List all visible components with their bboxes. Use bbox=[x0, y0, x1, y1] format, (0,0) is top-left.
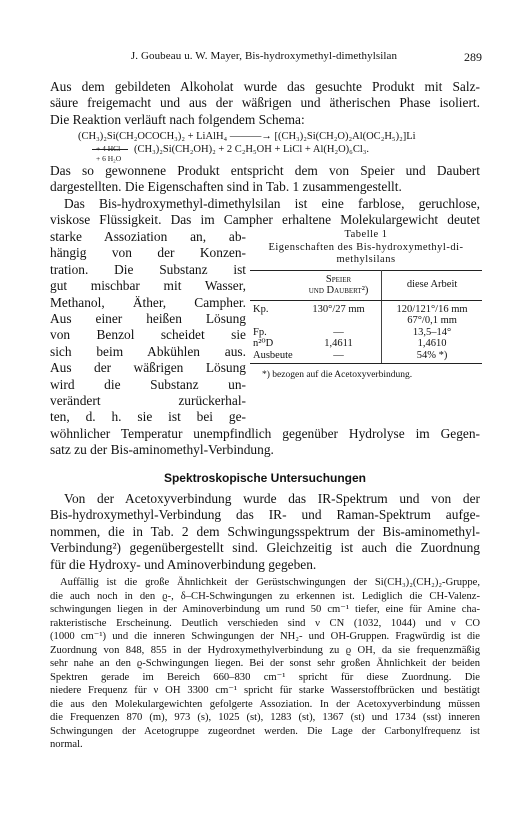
reaction-arrow-bottom: + 6 H₂O bbox=[96, 154, 122, 163]
table-caption-title-2: methylsilans bbox=[336, 254, 396, 265]
paragraph-5-small bbox=[50, 576, 480, 752]
reaction-line-2: (CH₃)₂Si(CH₂OH)₂ + 2 C₂H₅OH + LiCl + Al(H₂O)₆Cl₃. bbox=[134, 144, 370, 155]
text-line: Bis-hydroxymethyl-Verbindung das IR- und Raman-Spektrum aufge- bbox=[50, 507, 480, 523]
table-cell: — bbox=[296, 327, 382, 339]
table-1 bbox=[250, 229, 482, 380]
text-line: schwingungen liegen in der Aminoverbindung um rund 50 cm⁻¹ tiefer, eine für Amine cha- bbox=[50, 604, 480, 615]
text-line: Das Bis-hydroxymethyl-dimethylsilan ist eine farblose, geruchlose, bbox=[64, 196, 480, 211]
text-line: sich beim Abkühlen aus. bbox=[50, 343, 246, 359]
table-row bbox=[250, 300, 482, 315]
text-line: die Frequenzen 870 (m), 973 (s), 1025 (st), 1283 (st), 1367 (st) und 1734 (sst) inneren bbox=[50, 712, 480, 723]
table-row bbox=[250, 338, 482, 350]
paragraph-1 bbox=[50, 79, 480, 128]
text-line: dargestellten. Die Eigenschaften sind in Tab. 1 zusammengestellt. bbox=[50, 179, 402, 195]
text-line: rakteristische Erscheinung. Deutlich verschieden sind ν CN (1032, 1044) und ν CO bbox=[50, 617, 480, 629]
paragraph-4 bbox=[50, 491, 480, 573]
running-header bbox=[28, 50, 500, 66]
running-title: J. Goubeau u. W. Mayer, Bis-hydroxymethyl-dimethylsilan bbox=[130, 50, 398, 62]
table-footnote: *) bezogen auf die Acetoxyverbindung. bbox=[262, 370, 413, 380]
text-line: Methanol, Äther, Campher. bbox=[50, 294, 246, 310]
text-line: für die Hydroxy- und Aminoverbindung gegeben. bbox=[50, 556, 317, 572]
text-line: sehr nahe an den ϱ-Schwingungen liegen. Bei der sonst sehr großen Ähnlichkeit der beiden bbox=[50, 658, 480, 669]
table-cell: 130°/27 mm bbox=[296, 300, 382, 315]
table-cell: 1,4611 bbox=[296, 338, 382, 350]
text-line: die auch noch in den ϱ-, δ–CH-Schwingungen zu erkennen ist. Lediglich die CH-Valenz- bbox=[50, 590, 480, 602]
text-line: normal. bbox=[50, 739, 83, 750]
table-header-speier-line1: Speier bbox=[325, 273, 352, 285]
table-cell: 1,4610 bbox=[417, 338, 447, 349]
text-line: Von der Acetoxyverbindung wurde das IR-Spektrum und von der bbox=[64, 491, 480, 506]
text-line: nommen, die in Tab. 2 dem Schwingungsspektrum der Bis-aminomethyl- bbox=[50, 523, 480, 539]
table-caption-title: Eigenschaften des Bis-hydroxymethyl-di- bbox=[268, 241, 464, 253]
table-cell-label: Ausbeute bbox=[250, 350, 296, 364]
text-line: tration. Die Substanz ist bbox=[50, 261, 246, 277]
table-cell: 13,5–14° bbox=[412, 326, 452, 338]
text-line: Spektren gerade im Bereich 660–830 cm⁻¹ spricht für diese Zuordnung. Die bbox=[50, 671, 480, 683]
table-cell: 67°/0,1 mm bbox=[407, 315, 457, 326]
text-line: Aus der wäßrigen Lösung bbox=[50, 360, 246, 376]
text-line: wöhnlicher Temperatur unempfindlich gegenüber Hydrolyse im Gegen- bbox=[50, 426, 480, 441]
text-line: Aus dem gebildeten Alkoholat wurde das gesuchte Produkt mit Salz- bbox=[50, 79, 480, 94]
text-line: ten, d. h. sie ist bei ge- bbox=[50, 409, 246, 425]
table-cell-label: n²⁰D bbox=[253, 338, 274, 349]
table-cell-label: Fp. bbox=[253, 326, 267, 338]
table-header-speier bbox=[296, 270, 382, 300]
table-row bbox=[250, 327, 482, 339]
table-header-speier-line2: und Daubert²) bbox=[308, 285, 369, 296]
text-line: die aus den Molekulargewichten gefolgerte Assoziation. In der Acetoxyverbindung müssen bbox=[50, 698, 480, 710]
paragraph-2 bbox=[50, 163, 480, 196]
paragraph-3-end bbox=[50, 426, 480, 459]
text-line: starke Assoziation an, ab- bbox=[50, 229, 246, 244]
text-line: hängig von der Konzen- bbox=[50, 245, 246, 261]
text-line: Verbindung²) gegenübergestellt sind. Gleichzeitig ist auch die Zuordnung bbox=[50, 540, 480, 556]
text-line: satz zu der Bis-aminomethyl-Verbindung. bbox=[50, 442, 274, 458]
table-row bbox=[250, 315, 482, 327]
page-number: 289 bbox=[464, 50, 482, 64]
text-line: von Benzol scheidet sie bbox=[50, 327, 246, 343]
paragraph-3-column bbox=[50, 229, 246, 426]
reaction-arrow bbox=[92, 149, 128, 150]
text-line: Das so gewonnene Produkt entspricht dem von Speier und Daubert bbox=[50, 163, 480, 178]
text-line: Die Reaktion verläuft nach folgendem Schema: bbox=[50, 111, 305, 127]
table-header-empty bbox=[250, 270, 296, 300]
text-line: Auffällig ist die große Ähnlichkeit der Gerüstschwingungen der Si(CH₃)₂(CH₂)₂-Gruppe, bbox=[60, 577, 480, 588]
text-line: Aus einer heißen Lösung bbox=[50, 310, 246, 326]
paragraph-3-top bbox=[50, 196, 480, 229]
text-line: Zuordnung von 848, 855 in der Hydroxymethylverbindung zu ϱ OH, da sie frequenzmäßig bbox=[50, 644, 480, 656]
text-line: wird die Substanz un- bbox=[50, 376, 246, 392]
text-line: säure freigemacht und aus der wäßrigen und ätherischen Phase isoliert. bbox=[50, 95, 480, 111]
table-cell: 54% *) bbox=[382, 350, 482, 364]
text-line: (1000 cm⁻¹) und die inneren Schwingungen der NH₂- und OH-Gruppen. Fragwürdig ist die bbox=[50, 631, 480, 642]
text-line: gut mischbar mit Wasser, bbox=[50, 278, 246, 294]
text-line: niedere Frequenz für ν OH 3300 cm⁻¹ spricht für starke Wasserstoffbrücken und bestätigt bbox=[50, 685, 480, 696]
section-heading: Spektroskopische Untersuchungen bbox=[163, 471, 367, 485]
table-cell-label: Kp. bbox=[253, 303, 269, 315]
reaction-line-1: (CH₃)₂Si(CH₂OCOCH₃)₂ + LiAlH₄ ———→ [(CH₃)₂Si(CH₂O)₂Al(OC₂H₅)₂]Li bbox=[78, 131, 416, 142]
table-header-row bbox=[250, 270, 482, 300]
table-cell: 120/121°/16 mm bbox=[396, 303, 468, 315]
table-cell-label bbox=[250, 315, 296, 327]
text-line: viskose Flüssigkeit. Das im Campher erhaltene Molekulargewicht deutet bbox=[50, 212, 480, 228]
text-line: verändert zurückerhal- bbox=[50, 392, 246, 408]
table-caption-number: Tabelle 1 bbox=[344, 229, 388, 240]
table-cell bbox=[296, 315, 382, 327]
table-row bbox=[250, 350, 482, 364]
table-cell: — bbox=[296, 350, 382, 364]
reaction-arrow-top: + 4 HCl bbox=[96, 144, 121, 153]
table-header-this-work: diese Arbeit bbox=[382, 270, 482, 300]
text-line: Schwingungen der Acetogruppe zugeordnet werden. Die Lage der Carbonylfrequenz ist bbox=[50, 725, 480, 737]
properties-table bbox=[250, 270, 482, 365]
